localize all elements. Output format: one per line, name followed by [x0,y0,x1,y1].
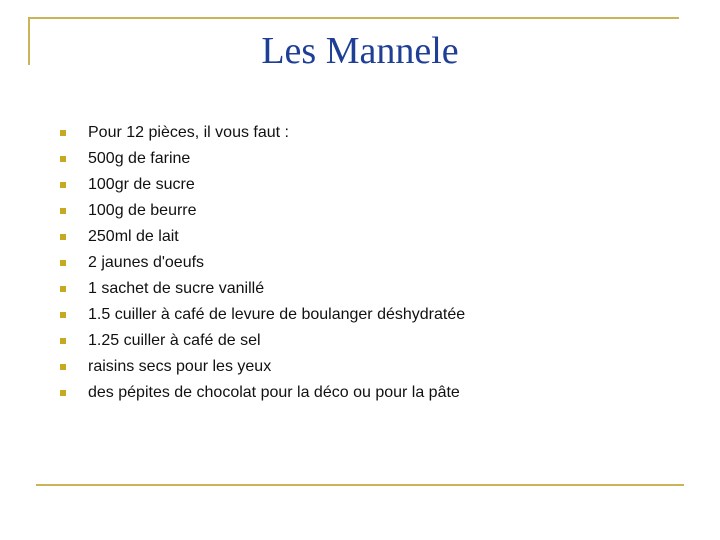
slide-title: Les Mannele [261,30,459,72]
list-item [58,302,678,328]
list-item-text: 100gr de sucre [88,176,195,193]
list-item-text: 500g de farine [88,150,191,167]
ingredient-list [58,120,678,406]
square-bullet-icon [60,260,66,266]
square-bullet-icon [60,390,66,396]
list-item [58,120,678,146]
frame-top-line [28,17,679,19]
list-item [58,198,678,224]
list-item-text: 2 jaunes d'oeufs [88,254,205,271]
list-item [58,354,678,380]
square-bullet-icon [60,130,66,136]
square-bullet-icon [60,156,66,162]
list-item-text: 1 sachet de sucre vanillé [88,280,265,297]
list-item [58,276,678,302]
list-item-text: raisins secs pour les yeux [88,358,272,375]
list-item [58,146,678,172]
list-item-text: des pépites de chocolat pour la déco ou pour la pâte [88,384,460,401]
frame-bottom-line [36,484,684,486]
list-item-text: 1.5 cuiller à café de levure de boulanger déshydratée [88,306,466,323]
list-item-text: 250ml de lait [88,228,179,245]
list-item-text: Pour 12 pièces, il vous faut : [88,124,289,141]
list-item [58,328,678,354]
list-item [58,250,678,276]
square-bullet-icon [60,364,66,370]
list-item-text: 1.25 cuiller à café de sel [88,332,261,349]
list-item [58,224,678,250]
list-item-text: 100g de beurre [88,202,197,219]
square-bullet-icon [60,182,66,188]
square-bullet-icon [60,208,66,214]
list-item [58,172,678,198]
square-bullet-icon [60,312,66,318]
square-bullet-icon [60,286,66,292]
list-item [58,380,678,406]
square-bullet-icon [60,234,66,240]
square-bullet-icon [60,338,66,344]
